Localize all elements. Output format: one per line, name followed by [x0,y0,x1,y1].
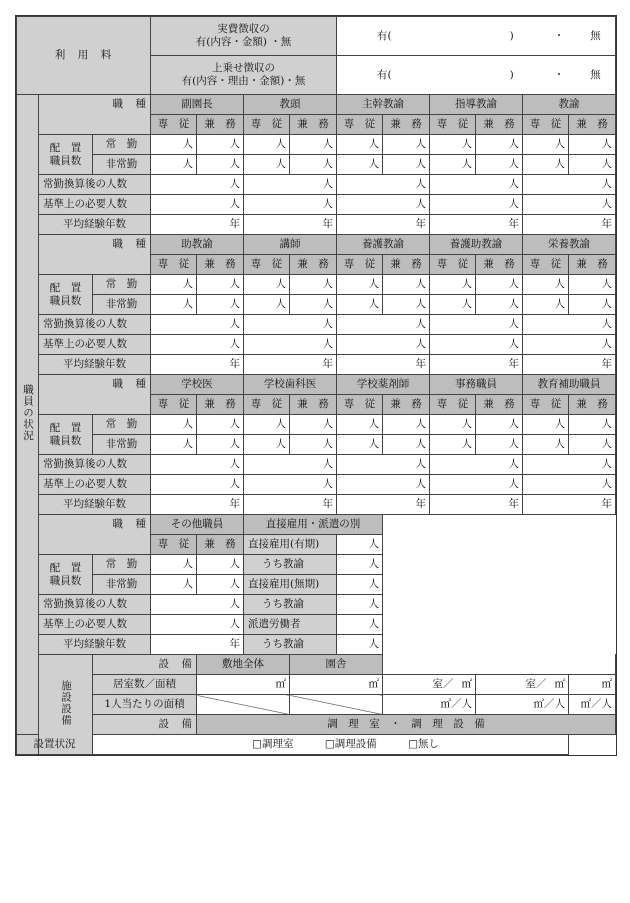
kitchen-equipment-checkbox[interactable]: □調理設備 [324,738,377,750]
room-unit: 室／ [525,678,547,690]
job-title: 指導教諭 [430,95,523,115]
count-cell[interactable]: 人 [244,435,290,455]
of-which-teacher-label: うち教諭 [244,595,337,615]
kitchen-title: 調 理 室 ・ 調 理 設 備 [197,715,616,735]
count-cell[interactable]: 人 [337,635,383,655]
fulltime-head: 専 従 [151,115,197,135]
regular-label: 常 勤 [93,415,151,435]
years-cell[interactable]: 年 [523,355,616,375]
facility-col: 敷地全体 [197,655,290,675]
required-label: 基準上の必要人数 [39,335,151,355]
equiv-label: 常勤換算後の人数 [39,455,151,475]
placement-line2: 職員数 [49,294,82,307]
concurrent-head: 兼 務 [476,395,523,415]
rooms-area-cell[interactable] [383,675,476,695]
placement-line2: 職員数 [49,574,82,587]
equiv-label: 常勤換算後の人数 [39,595,151,615]
equipment-label: 設 備 [93,655,197,675]
count-cell[interactable]: 人 [476,135,523,155]
job-label: 職 種 [39,235,151,275]
facility-form [15,15,617,756]
required-label: 基準上の必要人数 [39,615,151,635]
count-cell[interactable]: 人 [523,155,569,175]
count-cell[interactable]: 人 [244,475,337,495]
job-title: 学校歯科医 [244,375,337,395]
dispatch-label: 派遣労働者 [244,615,337,635]
sqm-unit: ㎡ [461,678,473,690]
area-cell[interactable]: ㎡ [290,675,383,695]
fulltime-head: 専 従 [244,115,290,135]
count-cell[interactable]: 人 [244,455,337,475]
count-cell[interactable]: 人 [244,315,337,335]
concurrent-head: 兼 務 [197,255,244,275]
count-cell[interactable]: 人 [569,275,616,295]
placement-line1: 配 置 [49,281,82,294]
job-title: 養護助教諭 [430,235,523,255]
years-cell[interactable]: 年 [337,355,430,375]
count-cell[interactable]: 人 [151,415,197,435]
years-cell[interactable]: 年 [430,355,523,375]
count-cell[interactable]: 人 [151,175,244,195]
years-cell[interactable]: 年 [430,215,523,235]
count-cell[interactable]: 人 [337,535,383,555]
per-person-label: 1人当たりの面積 [93,695,197,715]
dot: ・ [553,68,565,81]
count-cell[interactable]: 人 [523,275,569,295]
count-cell[interactable]: 人 [337,275,383,295]
count-cell[interactable]: 人 [290,435,337,455]
concurrent-head: 兼 務 [290,255,337,275]
years-cell[interactable]: 年 [151,355,244,375]
count-cell[interactable]: 人 [244,335,337,355]
no: 無 [590,68,601,81]
job-title: 学校医 [151,375,244,395]
count-cell[interactable]: 人 [290,135,337,155]
count-cell[interactable]: 人 [244,155,290,175]
count-cell[interactable]: 人 [151,615,244,635]
count-cell[interactable]: 人 [337,595,383,615]
count-cell[interactable]: 人 [337,175,430,195]
job-title: 助教諭 [151,235,244,255]
no: 無 [590,29,601,42]
count-cell[interactable]: 人 [244,275,290,295]
placement-label [39,135,93,175]
count-cell[interactable]: 人 [337,195,430,215]
job-title: 事務職員 [430,375,523,395]
job-title: その他職員 [151,515,244,535]
fulltime-head: 専 従 [337,115,383,135]
fulltime-head: 専 従 [151,535,197,555]
years-cell[interactable]: 年 [244,355,337,375]
room-unit: 室／ [432,678,454,690]
fulltime-head: 専 従 [151,255,197,275]
years-cell[interactable]: 年 [151,215,244,235]
count-cell[interactable]: 人 [476,295,523,315]
count-cell[interactable]: 人 [523,135,569,155]
concurrent-head: 兼 務 [197,115,244,135]
parttime-label: 非常勤 [93,575,151,595]
regular-label: 常 勤 [93,135,151,155]
count-cell[interactable]: 人 [430,275,476,295]
yes-open: 有( [377,29,392,42]
count-cell[interactable]: 人 [430,315,523,335]
count-cell[interactable]: 人 [523,435,569,455]
count-cell[interactable]: 人 [523,475,616,495]
per-area-cell[interactable]: ㎡／人 [569,695,616,715]
yes-open: 有( [377,68,392,81]
count-cell[interactable]: 人 [430,455,523,475]
parttime-label: 非常勤 [93,435,151,455]
count-cell[interactable]: 人 [383,415,430,435]
count-cell[interactable]: 人 [151,155,197,175]
count-cell[interactable]: 人 [197,575,244,595]
facility-section-text: 施設設備 [60,679,72,726]
count-cell[interactable]: 人 [337,135,383,155]
job-title: 栄養教諭 [523,235,616,255]
placement-label [39,415,93,455]
count-cell[interactable]: 人 [197,135,244,155]
fulltime-head: 専 従 [151,395,197,415]
fulltime-head: 専 従 [244,255,290,275]
per-area-cell[interactable]: ㎡／人 [383,695,476,715]
equiv-label: 常勤換算後の人数 [39,315,151,335]
concurrent-head: 兼 務 [569,395,616,415]
count-cell[interactable]: 人 [151,135,197,155]
count-cell[interactable]: 人 [430,135,476,155]
concurrent-head: 兼 務 [383,115,430,135]
count-cell[interactable]: 人 [383,435,430,455]
extra-fee-answer[interactable] [337,56,616,95]
count-cell[interactable]: 人 [151,555,197,575]
diagonal-cell [197,695,290,715]
count-cell[interactable]: 人 [337,335,430,355]
fulltime-head: 専 従 [523,255,569,275]
parttime-label: 非常勤 [93,155,151,175]
count-cell[interactable]: 人 [337,295,383,315]
years-label: 平均経験年数 [39,495,151,515]
placement-line2: 職員数 [49,434,82,447]
area-cell[interactable]: ㎡ [197,675,290,695]
count-cell[interactable]: 人 [430,415,476,435]
count-cell[interactable]: 人 [290,415,337,435]
required-label: 基準上の必要人数 [39,195,151,215]
count-cell[interactable]: 人 [244,175,337,195]
years-label: 平均経験年数 [39,635,151,655]
count-cell[interactable]: 人 [523,415,569,435]
count-cell[interactable]: 人 [244,135,290,155]
kitchen-checkbox[interactable]: □調理室 [252,738,294,750]
count-cell[interactable]: 人 [290,275,337,295]
count-cell[interactable]: 人 [523,315,616,335]
job-label: 職 種 [39,95,151,135]
concurrent-head: 兼 務 [476,255,523,275]
actual-fee-answer[interactable] [337,17,616,56]
count-cell[interactable]: 人 [523,195,616,215]
area-cell[interactable]: ㎡ [569,675,616,695]
job-title: 教頭 [244,95,337,115]
job-title: 教諭 [523,95,616,115]
staff-section-text: 職員の状況 [22,383,34,442]
count-cell[interactable]: 人 [430,475,523,495]
equipment-label: 設 備 [93,715,197,735]
count-cell[interactable]: 人 [151,335,244,355]
count-cell[interactable]: 人 [197,415,244,435]
placement-label [39,275,93,315]
count-cell[interactable]: 人 [337,455,430,475]
fulltime-head: 専 従 [430,395,476,415]
blank-area [383,515,616,675]
count-cell[interactable]: 人 [197,555,244,575]
count-cell[interactable]: 人 [430,435,476,455]
extra-fee-label-line2: 有(内容・理由・金額)・無 [181,75,306,87]
job-title: 教育補助職員 [523,375,616,395]
staff-section-label [17,95,39,735]
count-cell[interactable]: 人 [151,475,244,495]
placement-line1: 配 置 [49,421,82,434]
years-cell[interactable]: 年 [244,495,337,515]
count-cell[interactable]: 人 [337,555,383,575]
count-cell[interactable]: 人 [569,295,616,315]
job-label: 職 種 [39,515,151,555]
count-cell[interactable]: 人 [337,575,383,595]
direct-open-label: 直接雇用(無期) [244,575,337,595]
concurrent-head: 兼 務 [383,395,430,415]
count-cell[interactable]: 人 [383,135,430,155]
count-cell[interactable]: 人 [197,155,244,175]
count-cell[interactable]: 人 [337,155,383,175]
extra-fee-label [151,56,337,95]
dot: ・ [553,29,565,42]
years-label: 平均経験年数 [39,215,151,235]
count-cell[interactable]: 人 [569,155,616,175]
count-cell[interactable]: 人 [430,175,523,195]
count-cell[interactable]: 人 [523,335,616,355]
count-cell[interactable]: 人 [151,435,197,455]
count-cell[interactable]: 人 [244,295,290,315]
count-cell[interactable]: 人 [151,295,197,315]
diagonal-cell [290,695,383,715]
years-cell[interactable]: 年 [430,495,523,515]
regular-label: 常 勤 [93,275,151,295]
per-area-cell[interactable]: ㎡／人 [476,695,569,715]
count-cell[interactable]: 人 [337,615,383,635]
actual-fee-label-line1: 実費徴収の [217,23,270,35]
count-cell[interactable]: 人 [337,415,383,435]
fulltime-head: 専 従 [430,255,476,275]
equiv-label: 常勤換算後の人数 [39,175,151,195]
rooms-area-cell[interactable] [476,675,569,695]
job-label: 職 種 [39,375,151,415]
count-cell[interactable]: 人 [430,295,476,315]
count-cell[interactable]: 人 [337,475,430,495]
placement-line1: 配 置 [49,561,82,574]
count-cell[interactable]: 人 [197,295,244,315]
count-cell[interactable]: 人 [476,275,523,295]
job-title: 養護教諭 [337,235,430,255]
years-cell[interactable]: 年 [523,215,616,235]
direct-label: 直接雇用・派遣の別 [244,515,383,535]
job-title: 講師 [244,235,337,255]
actual-fee-label [151,17,337,56]
placement-line1: 配 置 [49,141,82,154]
count-cell[interactable]: 人 [430,155,476,175]
required-label: 基準上の必要人数 [39,475,151,495]
concurrent-head: 兼 務 [569,115,616,135]
count-cell[interactable]: 人 [151,315,244,335]
count-cell[interactable]: 人 [290,295,337,315]
count-cell[interactable]: 人 [430,195,523,215]
fulltime-head: 専 従 [337,395,383,415]
count-cell[interactable]: 人 [337,435,383,455]
concurrent-head: 兼 務 [290,115,337,135]
of-which-teacher-label: うち教諭 [244,555,337,575]
count-cell[interactable]: 人 [476,435,523,455]
count-cell[interactable]: 人 [383,155,430,175]
job-title: 主幹教諭 [337,95,430,115]
years-cell[interactable]: 年 [337,215,430,235]
fulltime-head: 専 従 [523,115,569,135]
fee-label: 利 用 料 [17,17,151,95]
fulltime-head: 専 従 [337,255,383,275]
count-cell[interactable]: 人 [569,135,616,155]
years-cell[interactable]: 年 [151,495,244,515]
install-options [93,735,569,755]
years-cell[interactable]: 年 [244,215,337,235]
count-cell[interactable]: 人 [151,455,244,475]
count-cell[interactable]: 人 [523,175,616,195]
concurrent-head: 兼 務 [290,395,337,415]
direct-fixed-label: 直接雇用(有期) [244,535,337,555]
count-cell[interactable]: 人 [430,335,523,355]
years-cell[interactable]: 年 [337,495,430,515]
count-cell[interactable]: 人 [337,315,430,335]
count-cell[interactable]: 人 [151,275,197,295]
sqm-unit: ㎡ [554,678,566,690]
job-title: 学校薬剤師 [337,375,430,395]
extra-fee-label-line1: 上乗せ徴収の [212,62,276,74]
count-cell[interactable]: 人 [523,295,569,315]
facility-col: 園舎 [290,655,383,675]
years-cell[interactable]: 年 [151,635,244,655]
concurrent-head: 兼 務 [383,255,430,275]
actual-fee-label-line2: 有(内容・金額) ・無 [195,36,292,48]
yes-close: ) [509,29,514,42]
job-title: 副園長 [151,95,244,115]
yes-close: ) [509,68,514,81]
concurrent-head: 兼 務 [197,535,244,555]
count-cell[interactable]: 人 [197,435,244,455]
install-status-label: 設置状況 [17,735,93,755]
count-cell[interactable]: 人 [383,295,430,315]
count-cell[interactable]: 人 [476,415,523,435]
placement-line2: 職員数 [49,154,82,167]
regular-label: 常 勤 [93,555,151,575]
none-checkbox[interactable]: □無し [408,738,439,750]
count-cell[interactable]: 人 [383,275,430,295]
count-cell[interactable]: 人 [151,595,244,615]
count-cell[interactable]: 人 [244,195,337,215]
of-which-teacher-label: うち教諭 [244,635,337,655]
count-cell[interactable]: 人 [197,275,244,295]
count-cell[interactable]: 人 [290,155,337,175]
concurrent-head: 兼 務 [476,115,523,135]
fulltime-head: 専 従 [244,395,290,415]
form-table [16,16,616,755]
concurrent-head: 兼 務 [197,395,244,415]
years-label: 平均経験年数 [39,355,151,375]
count-cell[interactable]: 人 [569,435,616,455]
count-cell[interactable]: 人 [569,415,616,435]
parttime-label: 非常勤 [93,295,151,315]
rooms-area-label: 居室数／面積 [93,675,197,695]
years-cell[interactable]: 年 [523,495,616,515]
count-cell[interactable]: 人 [244,415,290,435]
fulltime-head: 専 従 [430,115,476,135]
count-cell[interactable]: 人 [151,575,197,595]
count-cell[interactable]: 人 [523,455,616,475]
count-cell[interactable]: 人 [151,195,244,215]
concurrent-head: 兼 務 [569,255,616,275]
fulltime-head: 専 従 [523,395,569,415]
placement-label [39,555,93,595]
count-cell[interactable]: 人 [476,155,523,175]
